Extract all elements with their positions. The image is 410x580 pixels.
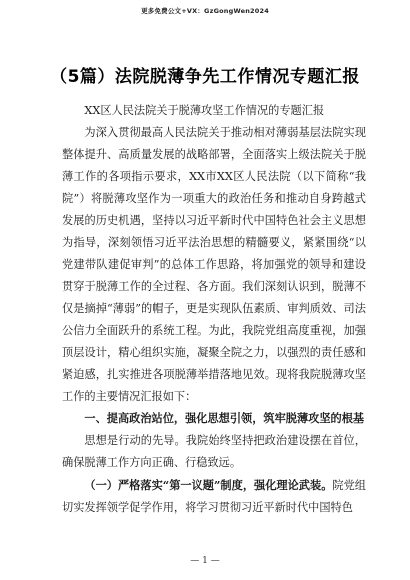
page-number: — 1 —: [190, 556, 220, 566]
section-heading: 一、提高政治站位，强化思想引领，筑牢脱薄攻坚的根基: [84, 412, 365, 425]
document-title: （5篇）法院脱薄争先工作情况专题汇报: [50, 67, 360, 87]
lead-line: XX区人民法院关于脱薄攻坚工作情况的专题汇报: [84, 104, 325, 117]
document-body: [62, 100, 366, 519]
intro-paragraph: 为深入贯彻最高人民法院关于推动相对薄弱基层法院实现整体提升、高质量发展的战略部署，全面落实上级法院关于脱薄工作的各项指示要求，XX市XX区人民法院（以下简称“我院”）将脱薄攻坚作为一项重大的政治任务和推动自身跨越式发展的历史机遇，坚持以习近平新时代中国特色社会主义思想为指导，深刻领悟习近平法治思想的精髓要义，紧紧围绕“以党建带队建促审判”的总体工作思路，将加强党的领导和建设贯穿于脱薄工作的全过程、各方面。我们深刻认识到，脱薄不仅是摘掉“薄弱”的帽子，更是实现队伍素质、审判质效、司法公信力全面跃升的系统工程。为此，我院党组高度重视，加强顶层设计，精心组织实施，凝聚全院之力，以强烈的责任感和紧迫感，扎实推进各项脱薄举措落地见效。现将我院脱薄攻坚工作的主要情况汇报如下：: [62, 126, 366, 403]
subsection-heading: （一）严格落实“第一议题”制度，强化理论武装。: [84, 478, 333, 492]
subsection-text: 院党组切实发挥领学促学作用，将学习贯彻习近平新时代中国特色: [62, 479, 366, 514]
section-paragraph: 思想是行动的先导。我院始终坚持把政治建设摆在首位，确保脱薄工作方向正确、行稳致远。: [62, 434, 366, 469]
header-note: 更多免费公文+VX：GzGongWen2024: [141, 7, 269, 15]
subsection-paragraph: [62, 474, 366, 519]
